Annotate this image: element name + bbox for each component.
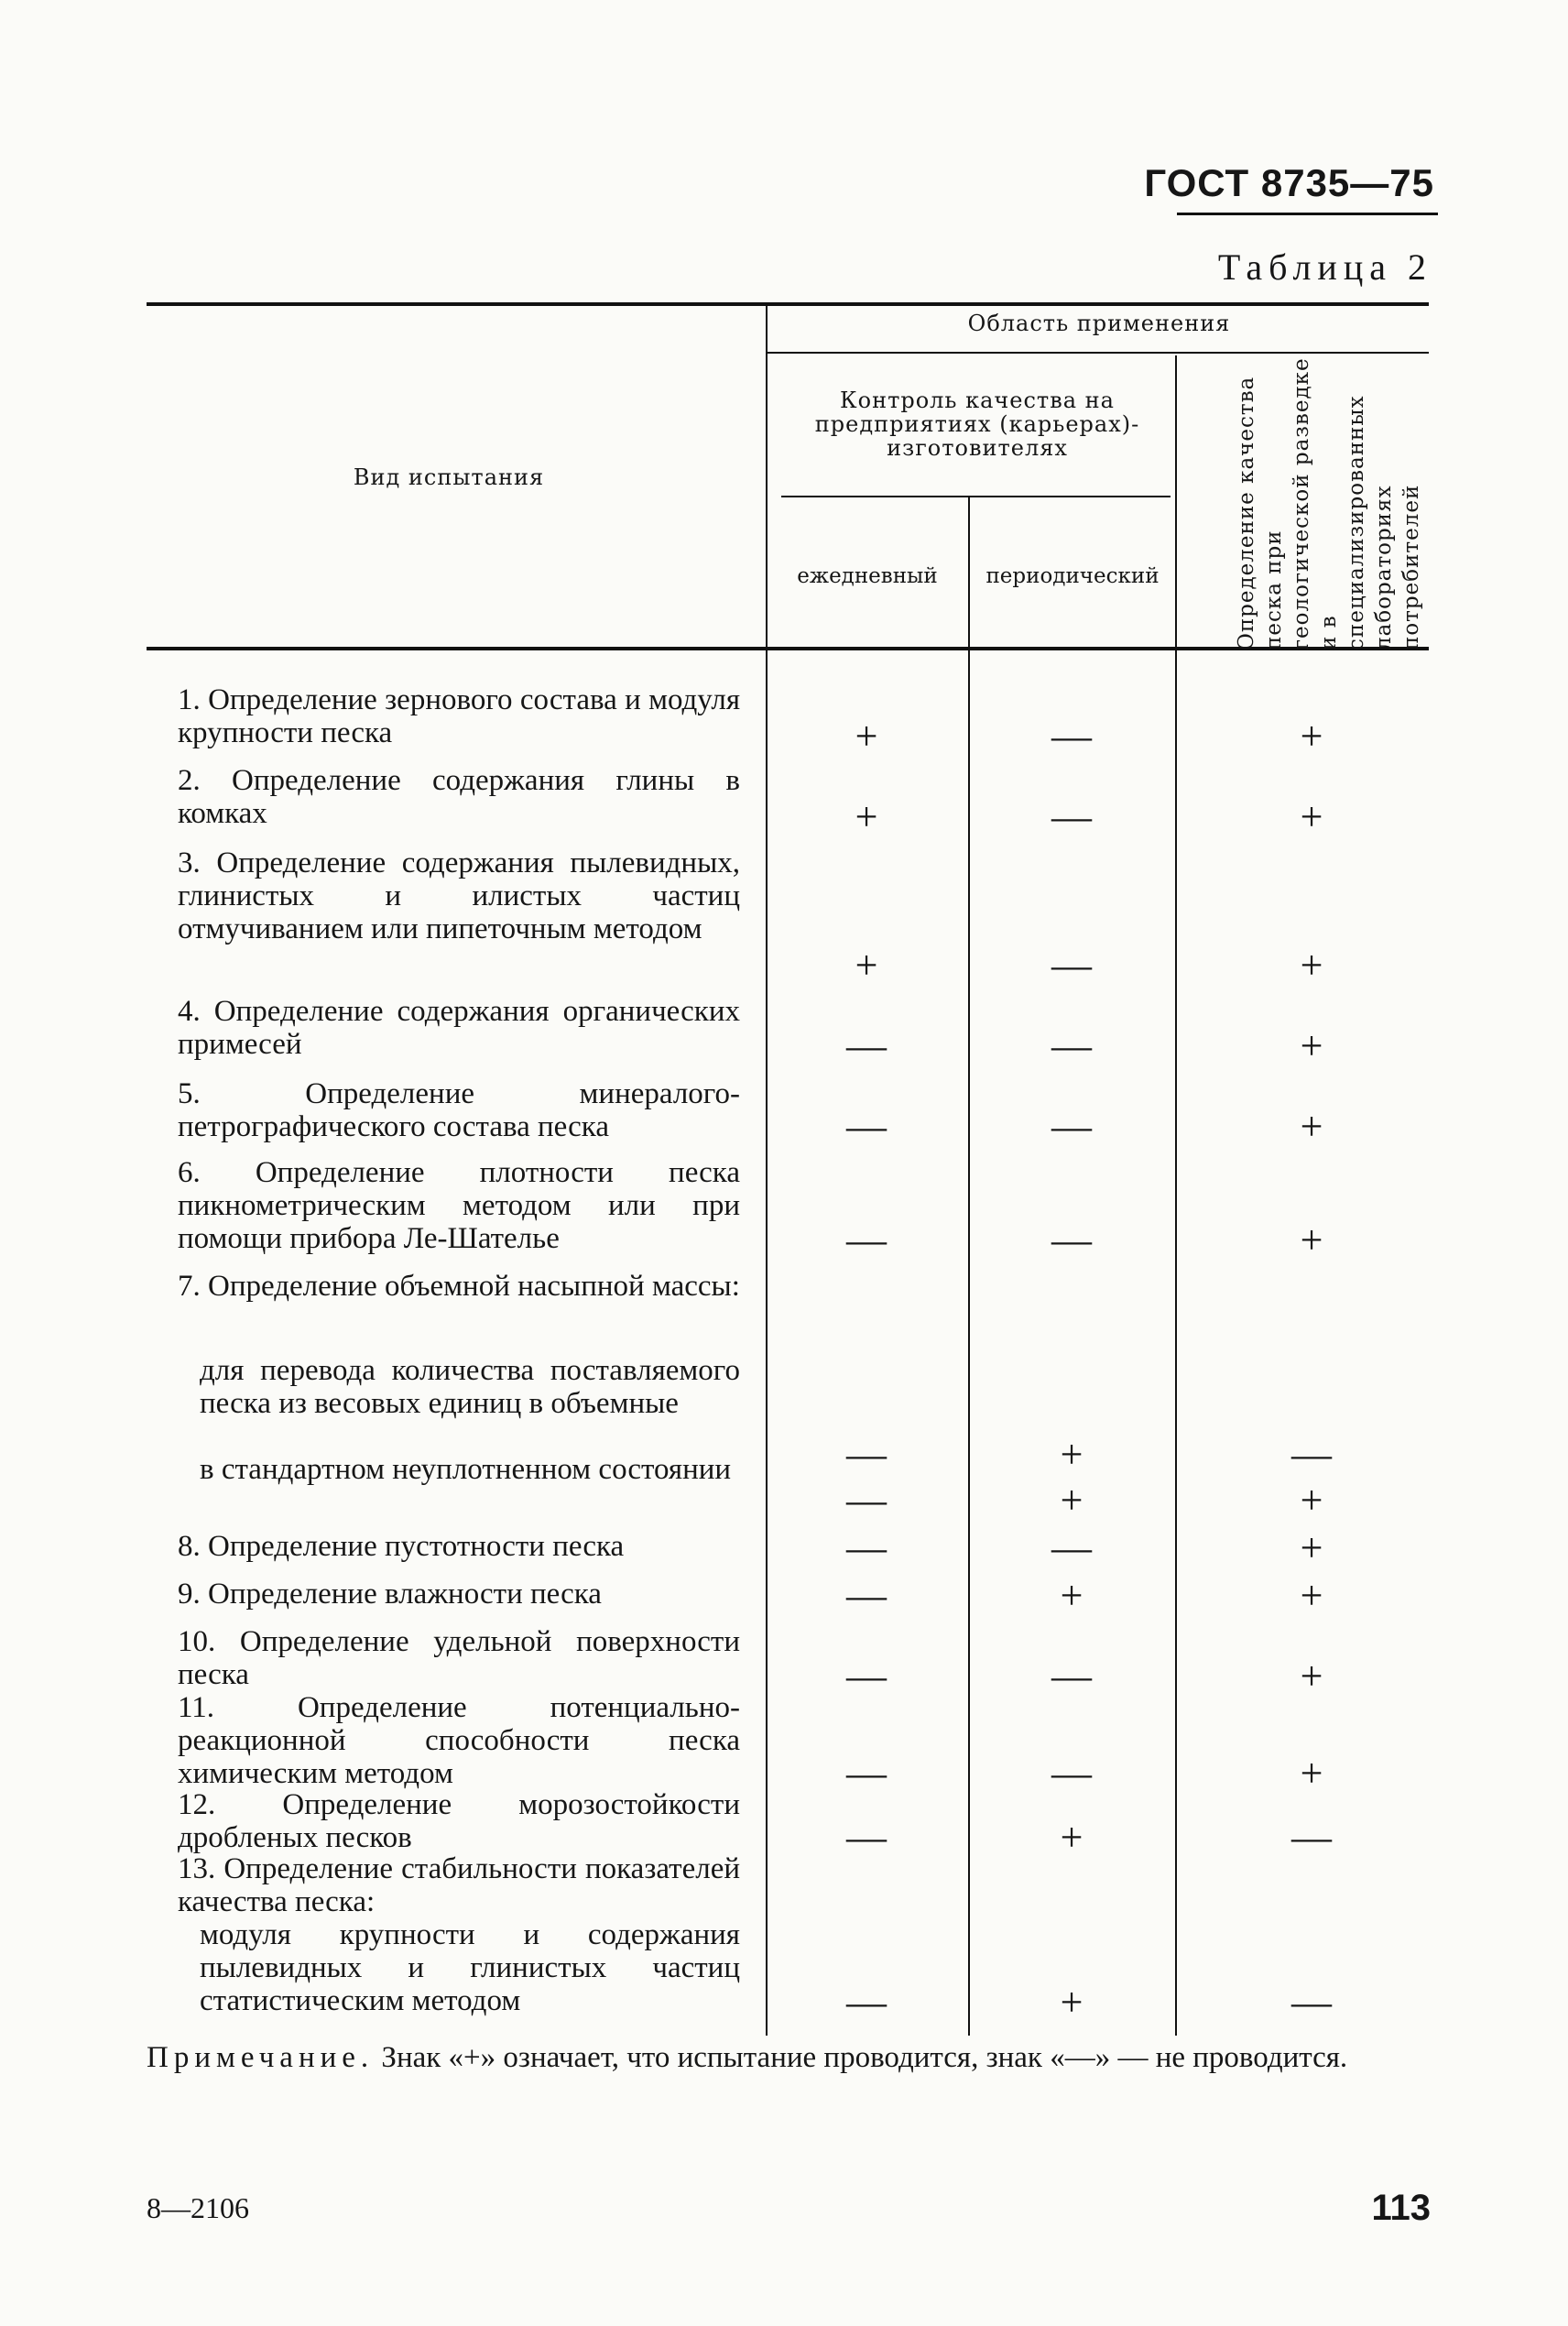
table-row-4-text: 4. Определение содержания органических примесей xyxy=(178,995,740,1061)
table-row-11-text: 11. Определение потенциально-реакционной способности песка химическим методом xyxy=(178,1691,740,1790)
table-row-13a-text: модуля крупности и содержания пылевидных и глинистых частиц статистическим методом xyxy=(200,1918,740,2017)
table-note xyxy=(147,2038,1445,2077)
mark-11-geo: + xyxy=(1300,1751,1323,1796)
mark-9-geo: + xyxy=(1300,1573,1323,1618)
mark-5-daily: — xyxy=(846,1104,887,1149)
header-plant-control: Контроль качества на предприятиях (карьерах)-изготовителях xyxy=(814,388,1140,461)
mark-7a-periodic: + xyxy=(1060,1432,1083,1477)
table-row-8-text: 8. Определение пустотности песка xyxy=(178,1530,625,1563)
mark-6-periodic: — xyxy=(1051,1218,1092,1262)
table-row-10-text: 10. Определение удельной поверхности песка xyxy=(178,1625,740,1691)
mark-7a-daily: — xyxy=(846,1432,887,1477)
table-row-9-text: 9. Определение влажности песка xyxy=(178,1578,602,1611)
mark-3-geo: + xyxy=(1300,943,1323,988)
mark-4-daily: — xyxy=(846,1023,887,1068)
print-signature: 8—2106 xyxy=(147,2191,249,2224)
table-row-1-text: 1. Определение зернового состава и модуля крупности песка xyxy=(178,683,740,749)
divider-daily-periodic xyxy=(968,497,970,2036)
mark-8-periodic: — xyxy=(1051,1525,1092,1570)
mark-10-geo: + xyxy=(1300,1654,1323,1698)
mark-5-periodic: — xyxy=(1051,1104,1092,1149)
table-row-5-text: 5. Определение минералого-петрографического состава песка xyxy=(178,1077,740,1143)
note-label: Примечание. xyxy=(147,2041,375,2074)
mark-3-periodic: — xyxy=(1051,943,1092,988)
mark-12-daily: — xyxy=(846,1815,887,1860)
mark-2-periodic: — xyxy=(1051,794,1092,839)
header-test-type: Вид испытания xyxy=(353,464,545,490)
mark-11-periodic: — xyxy=(1051,1751,1092,1796)
standard-number: ГОСТ 8735—75 xyxy=(1144,161,1434,204)
mark-8-daily: — xyxy=(846,1525,887,1570)
note-text: Знак «+» означает, что испытание проводится, знак «—» — не проводится. xyxy=(381,2041,1348,2074)
mark-1-periodic: — xyxy=(1051,714,1092,759)
table-caption: Таблица 2 xyxy=(1217,246,1432,288)
table-row-12-text: 12. Определение морозостойкости дробленых песков xyxy=(178,1788,740,1854)
table-row-2-text: 2. Определение содержания глины в комках xyxy=(178,764,740,830)
mark-1-geo: + xyxy=(1300,714,1323,759)
mark-9-periodic: + xyxy=(1060,1573,1083,1618)
mark-8-geo: + xyxy=(1300,1525,1323,1570)
mark-5-geo: + xyxy=(1300,1104,1323,1149)
mark-4-periodic: — xyxy=(1051,1023,1092,1068)
mark-6-geo: + xyxy=(1300,1218,1323,1262)
header-underline xyxy=(1177,213,1438,215)
mark-11-daily: — xyxy=(846,1751,887,1796)
divider-periodic-geo xyxy=(1175,355,1177,2036)
divider-test-column xyxy=(766,304,768,2036)
mark-6-daily: — xyxy=(846,1218,887,1262)
mark-12-geo: — xyxy=(1291,1815,1332,1860)
header-daily: ежедневный xyxy=(797,564,938,588)
header-geological xyxy=(1229,355,1429,650)
header-periodic: периодический xyxy=(985,564,1160,588)
mark-7b-geo: + xyxy=(1300,1478,1323,1523)
mark-2-daily: + xyxy=(855,794,878,839)
mark-4-geo: + xyxy=(1300,1023,1323,1068)
header-scope: Область применения xyxy=(967,311,1231,336)
scope-subheader-rule xyxy=(768,352,1429,354)
table-top-rule xyxy=(147,302,1429,306)
mark-13a-geo: — xyxy=(1291,1980,1332,2025)
mark-13a-daily: — xyxy=(846,1980,887,2025)
mark-9-daily: — xyxy=(846,1573,887,1618)
table-row-13-text: 13. Определение стабильности показателей качества песка: xyxy=(178,1852,740,1918)
mark-1-daily: + xyxy=(855,714,878,759)
plant-subheader-rule xyxy=(781,496,1171,497)
mark-12-periodic: + xyxy=(1060,1815,1083,1860)
table-row-6-text: 6. Определение плотности песка пикнометрическим методом или при помощи прибора Ле-Шателье xyxy=(178,1156,740,1255)
mark-10-daily: — xyxy=(846,1654,887,1698)
mark-2-geo: + xyxy=(1300,794,1323,839)
table-row-3-text: 3. Определение содержания пылевидных, глинистых и илистых частиц отмучиванием или пипеточным методом xyxy=(178,846,740,945)
table-row-7b-text: в стандартном неуплотненном состоянии xyxy=(200,1453,732,1486)
mark-7a-geo: — xyxy=(1291,1432,1332,1477)
page-number: 113 xyxy=(1371,2188,1431,2228)
table-row-7-text: 7. Определение объемной насыпной массы: xyxy=(178,1270,740,1303)
mark-10-periodic: — xyxy=(1051,1654,1092,1698)
mark-3-daily: + xyxy=(855,943,878,988)
mark-7b-daily: — xyxy=(846,1478,887,1523)
mark-13a-periodic: + xyxy=(1060,1980,1083,2025)
header-geological-text: Определение качества песка при геологической разведке и в специализированных лабораториях потребителей xyxy=(1235,357,1423,650)
table-row-7a-text: для перевода количества поставляемого песка из весовых единиц в объемные xyxy=(200,1354,740,1420)
mark-7b-periodic: + xyxy=(1060,1478,1083,1523)
